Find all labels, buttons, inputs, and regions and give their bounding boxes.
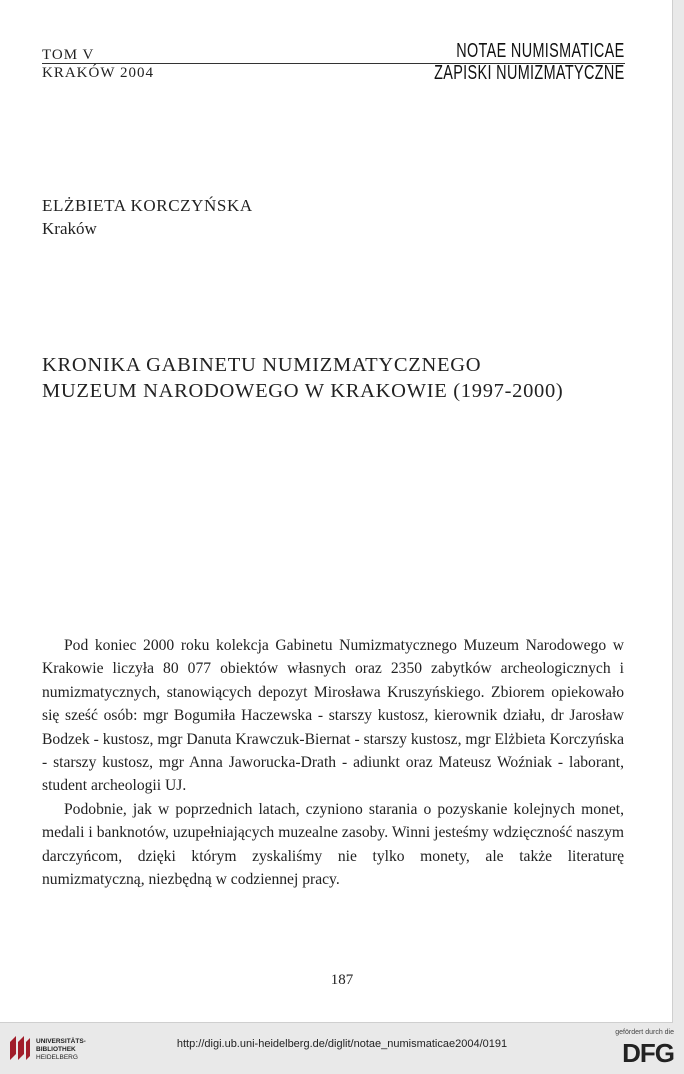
running-header-left (42, 46, 154, 82)
paragraph-1: Pod koniec 2000 roku kolekcja Gabinetu Numizmatycznego Muzeum Narodowego w Krakowie liczyła 80 077 obiektów własnych oraz 2350 zabytków archeologicznych i numizmatycznych, stanowiących depozyt Mirosława Kruszyńskiego. Zbiorem opiekowało się sześć osób: mgr Bogumiła Haczewska - starszy kustosz, kierownik działu, dr Jarosław Bodzek - kustosz, mgr Danuta Krawczuk-Biernat - starszy kustosz, mgr Elżbieta Korczyńska - starszy kustosz, mgr Anna Jaworucka-Drath - adiunkt oraz Mateusz Woźniak - laborant, student archeologii UJ. (42, 637, 624, 795)
dfg-logo-icon: DFG (622, 1038, 674, 1068)
article-body (42, 634, 624, 891)
journal-title (360, 40, 625, 84)
volume-label: TOM V (42, 47, 95, 63)
author-block (42, 194, 253, 240)
source-url-link[interactable]: http://digi.ub.uni-heidelberg.de/diglit/notae_numismaticae2004/0191 (176, 1038, 508, 1050)
journal-title-latin: NOTAE NUMISMATICAE (456, 40, 625, 62)
university-library-name: UNIVERSITÄTS- BIBLIOTHEK HEIDELBERG (36, 1038, 86, 1061)
article-title (42, 352, 563, 404)
article-title-line2: MUZEUM NARODOWEGO W KRAKOWIE (1997-2000) (42, 380, 564, 402)
paragraph-2: Podobnie, jak w poprzednich latach, czyniono starania o pozyskanie kolejnych monet, medali i banknotów, uzupełniających muzealne zasoby. Winni jesteśmy wdzięczność naszym darczyńcom, dzięki którym zyskaliśmy nie tylko monety, ale także literaturę numizmatyczną, niezbędną w codziennej pracy. (42, 800, 624, 889)
journal-title-polish: ZAPISKI NUMIZMATYCZNE (434, 62, 625, 84)
funder-note: gefördert durch die (615, 1029, 674, 1036)
place-year-label: KRAKÓW 2004 (42, 65, 154, 81)
page-number: 187 (330, 972, 354, 988)
author-name: ELŻBIETA KORCZYŃSKA (42, 196, 253, 215)
digitization-footer (0, 1024, 684, 1074)
author-city: Kraków (42, 219, 97, 238)
article-title-line1: KRONIKA GABINETU NUMIZMATYCZNEGO (42, 354, 482, 376)
